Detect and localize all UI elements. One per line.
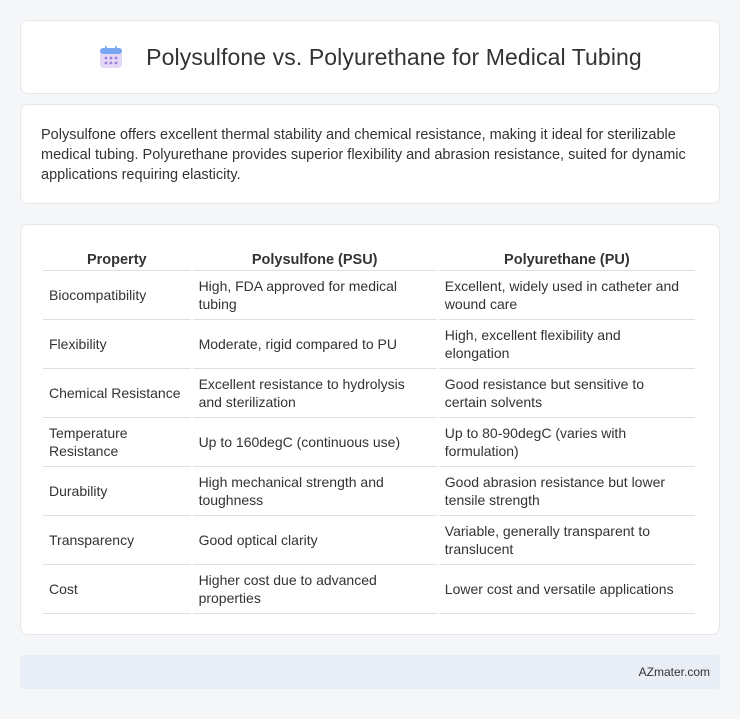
table-row [43, 467, 695, 516]
row-psu-value: High mechanical strength and toughness [193, 467, 437, 516]
row-pu-value: Good abrasion resistance but lower tensile strength [439, 467, 695, 516]
table-header-row [43, 246, 695, 271]
row-psu-value: Moderate, rigid compared to PU [193, 320, 437, 369]
calendar-grid-icon [98, 44, 124, 70]
row-psu-value: Higher cost due to advanced properties [193, 565, 437, 614]
row-property: Flexibility [43, 320, 191, 369]
row-property: Biocompatibility [43, 271, 191, 320]
title-card [20, 20, 720, 94]
row-property: Durability [43, 467, 191, 516]
row-property: Temperature Resistance [43, 418, 191, 467]
table-row [43, 320, 695, 369]
row-property: Cost [43, 565, 191, 614]
row-pu-value: Up to 80-90degC (varies with formulation) [439, 418, 695, 467]
row-pu-value: Excellent, widely used in catheter and wound care [439, 271, 695, 320]
summary-card [20, 104, 720, 204]
row-pu-value: High, excellent flexibility and elongation [439, 320, 695, 369]
row-property: Transparency [43, 516, 191, 565]
row-psu-value: Good optical clarity [193, 516, 437, 565]
page-title: Polysulfone vs. Polyurethane for Medical Tubing [146, 43, 642, 70]
row-psu-value: Excellent resistance to hydrolysis and sterilization [193, 369, 437, 418]
header-polyurethane: Polyurethane (PU) [439, 246, 695, 271]
table-row [43, 369, 695, 418]
comparison-table [41, 246, 697, 614]
footer-brand: AZmater.com [638, 665, 710, 679]
row-property: Chemical Resistance [43, 369, 191, 418]
table-row [43, 271, 695, 320]
table-row [43, 565, 695, 614]
row-psu-value: High, FDA approved for medical tubing [193, 271, 437, 320]
comparison-table-card [20, 224, 720, 635]
row-psu-value: Up to 160degC (continuous use) [193, 418, 437, 467]
row-pu-value: Variable, generally transparent to translucent [439, 516, 695, 565]
row-pu-value: Lower cost and versatile applications [439, 565, 695, 614]
header-polysulfone: Polysulfone (PSU) [193, 246, 437, 271]
header-property: Property [43, 246, 191, 271]
row-pu-value: Good resistance but sensitive to certain solvents [439, 369, 695, 418]
footer-bar [20, 655, 720, 689]
table-row [43, 418, 695, 467]
summary-text: Polysulfone offers excellent thermal stability and chemical resistance, making it ideal for sterilizable medical tubing. Polyurethane provides superior flexibility and abrasion resistance, suited for dynamic applications requiring elasticity. [41, 127, 686, 183]
table-row [43, 516, 695, 565]
